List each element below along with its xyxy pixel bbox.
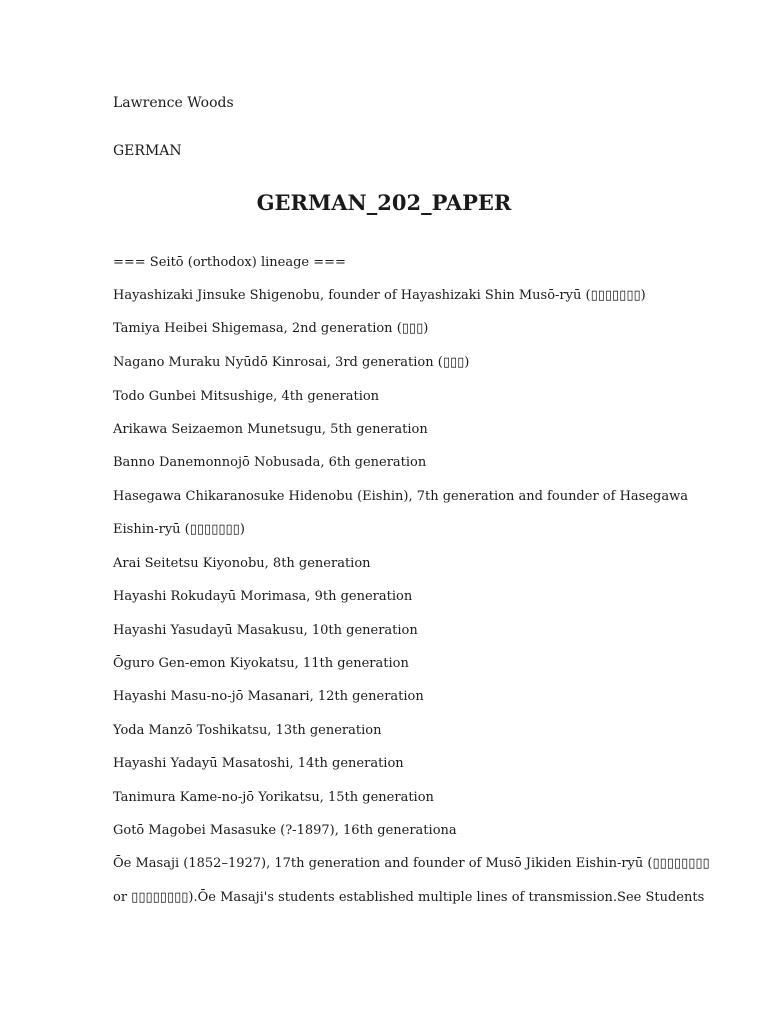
lineage-entry: Ōguro Gen-emon Kiyokatsu, 11th generation xyxy=(113,656,409,671)
section-heading: === Seitō (orthodox) lineage === xyxy=(113,255,346,270)
lineage-entry: Arai Seitetsu Kiyonobu, 8th generation xyxy=(113,556,371,571)
lineage-entry: Arikawa Seizaemon Munetsugu, 5th generation xyxy=(113,422,428,437)
lineage-entry: Gotō Magobei Masasuke (?-1897), 16th generationa xyxy=(113,823,457,838)
lineage-entry: Yoda Manzō Toshikatsu, 13th generation xyxy=(113,723,382,738)
lineage-entry: Tamiya Heibei Shigemasa, 2nd generation (▯▯▯) xyxy=(113,321,429,336)
lineage-entry: Hayashi Rokudayū Morimasa, 9th generation xyxy=(113,589,413,604)
lineage-entry: Nagano Muraku Nyūdō Kinrosai, 3rd generation (▯▯▯) xyxy=(113,355,470,370)
lineage-entry: Tanimura Kame-no-jō Yorikatsu, 15th generation xyxy=(113,790,434,805)
author-name: Lawrence Woods xyxy=(113,95,234,111)
lineage-entry: Hayashi Masu-no-jō Masanari, 12th generation xyxy=(113,689,424,704)
lineage-entry: Todo Gunbei Mitsushige, 4th generation xyxy=(113,389,380,404)
lineage-entry: Hayashizaki Jinsuke Shigenobu, founder of Hayashizaki Shin Musō-ryū (▯▯▯▯▯▯▯) xyxy=(113,288,646,303)
lineage-entry: Hayashi Yasudayū Masakusu, 10th generation xyxy=(113,623,418,638)
lineage-entry: Banno Danemonnojō Nobusada, 6th generation xyxy=(113,455,427,470)
course-name: GERMAN xyxy=(113,143,182,159)
lineage-entry: Hasegawa Chikaranosuke Hidenobu (Eishin), 7th generation and founder of Hasegawa xyxy=(113,489,688,504)
lineage-entry-continuation: or ▯▯▯▯▯▯▯▯).Ōe Masaji's students established multiple lines of transmission.See Students xyxy=(113,890,705,905)
lineage-entry: Hayashi Yadayū Masatoshi, 14th generation xyxy=(113,756,404,771)
lineage-entry: Ōe Masaji (1852–1927), 17th generation and founder of Musō Jikiden Eishin-ryū (▯▯▯▯▯▯▯▯ xyxy=(113,856,710,871)
document-title: GERMAN_202_PAPER xyxy=(256,190,512,215)
lineage-entry-continuation: Eishin-ryū (▯▯▯▯▯▯▯) xyxy=(113,522,245,537)
